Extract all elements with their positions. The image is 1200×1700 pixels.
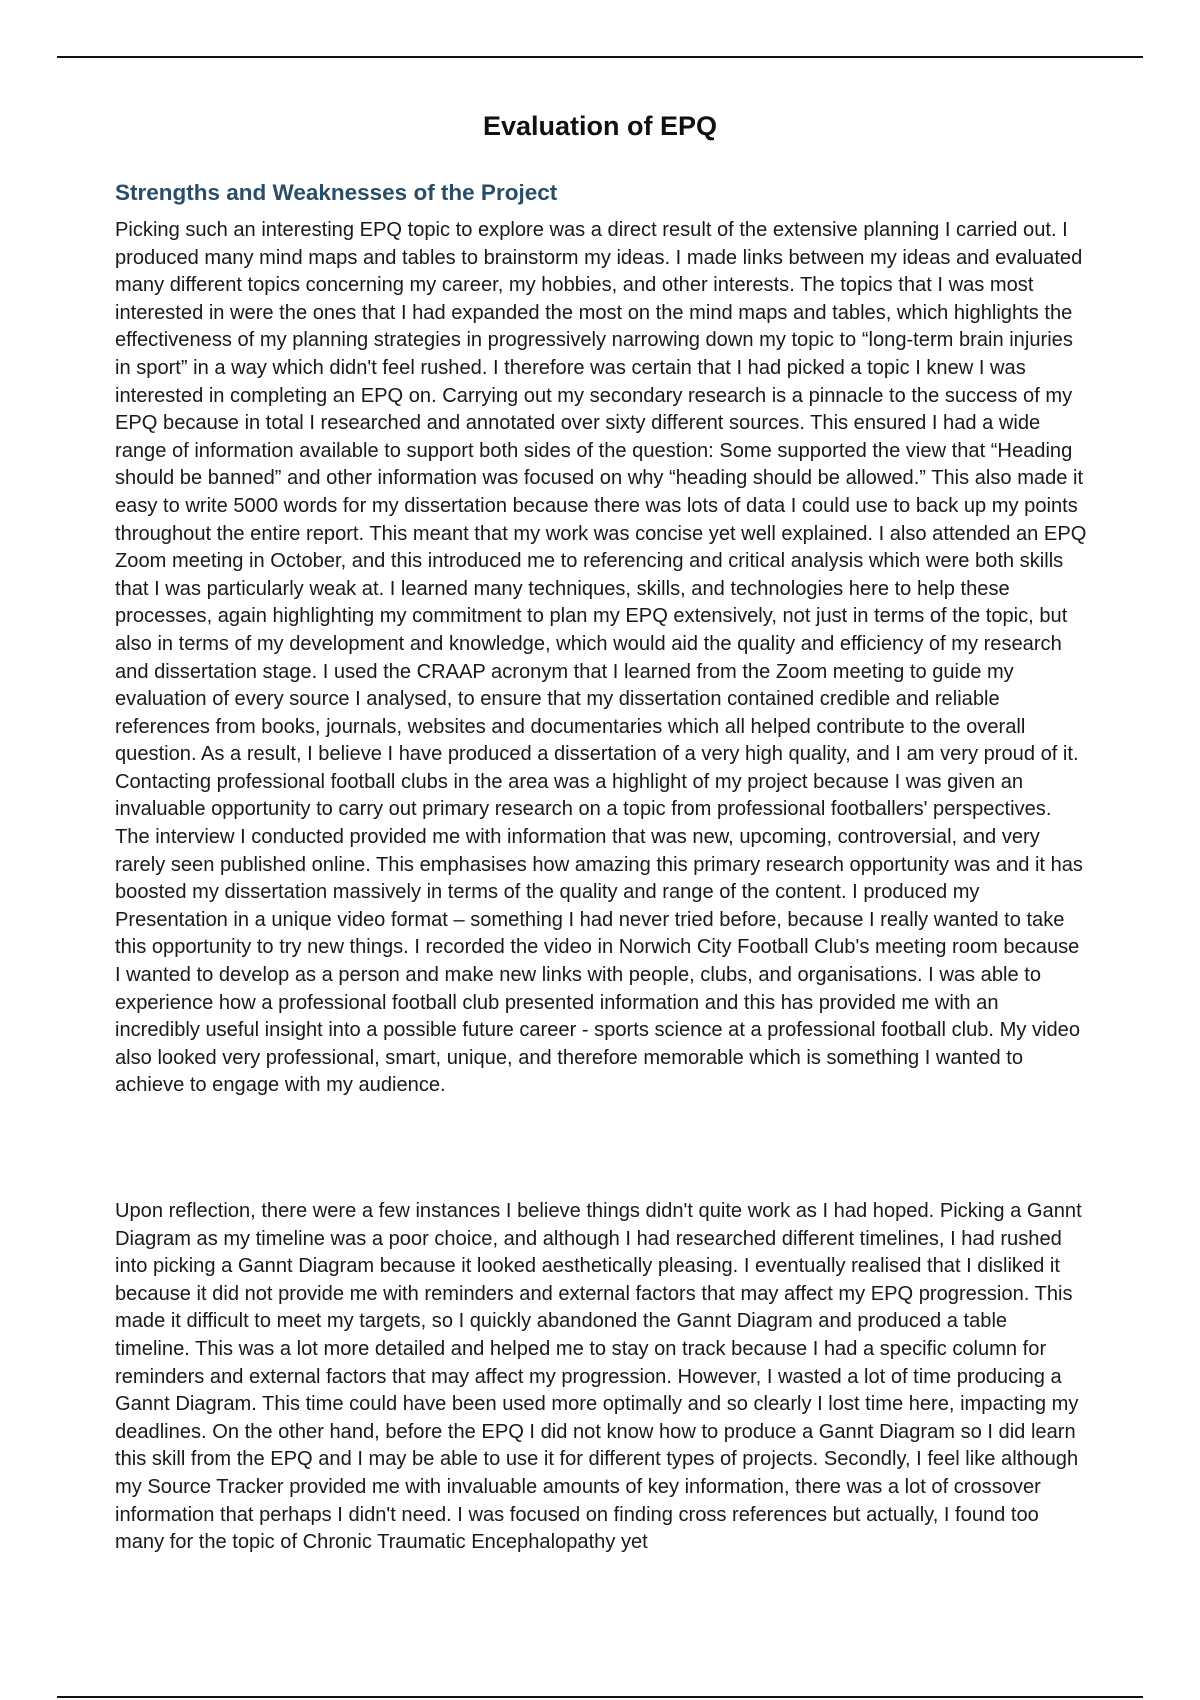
page-title: Evaluation of EPQ (482, 111, 718, 141)
body-paragraph-strengths: Picking such an interesting EPQ topic to explore was a direct result of the extensive planning I carried out. I produced many mind maps and tables to brainstorm my ideas. I made links between my ideas and evaluated many different topics concerning my career, my hobbies, and other interests. The topics that I was most interested in were the ones that I had expanded the most on the mind maps and tables, which highlights the effectiveness of my planning strategies in progressively narrowing down my topic to “long-term brain injuries in sport” in a way which didn't feel rushed. I therefore was certain that I had picked a topic I knew I was interested in completing an EPQ on. Carrying out my secondary research is a pinnacle to the success of my EPQ because in total I researched and annotated over sixty different sources. This ensured I had a wide range of information available to support both sides of the question: Some supported the view that “Heading should be banned” and other information was focused on why “heading should be allowed.” This also made it easy to write 5000 words for my dissertation because there was lots of data I could use to back up my points throughout the entire report. This meant that my work was concise yet well explained. I also attended an EPQ Zoom meeting in October, and this introduced me to referencing and critical analysis which were both skills that I was particularly weak at. I learned many techniques, skills, and technologies here to help these processes, again highlighting my commitment to plan my EPQ extensively, not just in terms of the topic, but also in terms of my development and knowledge, which would aid the quality and efficiency of my research and dissertation stage. I used the CRAAP acronym that I learned from the Zoom meeting to guide my evaluation of every source I analysed, to ensure that my dissertation contained credible and reliable references from books, journals, websites and documentaries which all helped contribute to the overall question. As a result, I believe I have produced a dissertation of a very high quality, and I am very proud of it. Contacting professional football clubs in the area was a highlight of my project because I was given an invaluable opportunity to carry out primary research on a topic from professional footballers' perspectives. The interview I conducted provided me with information that was new, upcoming, controversial, and very rarely seen published online. This emphasises how amazing this primary research opportunity was and it has boosted my dissertation massively in terms of the quality and range of the content. I produced my Presentation in a unique video format – something I had never tried before, because I really wanted to take this opportunity to try new things. I recorded the video in Norwich City Football Club's meeting room because I wanted to develop as a person and make new links with people, clubs, and organisations. I was able to experience how a professional football club presented information and this has provided me with an incredibly useful insight into a possible future career - sports science at a professional football club. My video also looked very professional, smart, unique, and therefore memorable which is something I wanted to achieve to engage with my audience. (115, 219, 1087, 1097)
section-heading: Strengths and Weaknesses of the Project (115, 180, 558, 205)
body-paragraph-weaknesses: Upon reflection, there were a few instances I believe things didn't quite work as I had hoped. Picking a Gannt Diagram as my timeline was a poor choice, and although I had researched different timelines, I had rushed into picking a Gannt Diagram because it looked aesthetically pleasing. I eventually realised that I disliked it because it did not provide me with reminders and external factors that may affect my EPQ progression. This made it difficult to meet my targets, so I quickly abandoned the Gannt Diagram and produced a table timeline. This was a lot more detailed and helped me to stay on track because I had a specific column for reminders and external factors that may affect my progression. However, I wasted a lot of time producing a Gannt Diagram. This time could have been used more optimally and so clearly I lost time here, impacting my deadlines. On the other hand, before the EPQ I did not know how to produce a Gannt Diagram so I did learn this skill from the EPQ and I may be able to use it for different types of projects. Secondly, I feel like although my Source Tracker provided me with invaluable amounts of key information, there was a lot of crossover information that perhaps I didn't need. I was focused on finding cross references but actually, I found too many for the topic of Chronic Traumatic Encephalopathy yet (115, 1200, 1082, 1554)
bottom-rule (57, 1696, 1143, 1698)
top-rule (57, 56, 1143, 58)
